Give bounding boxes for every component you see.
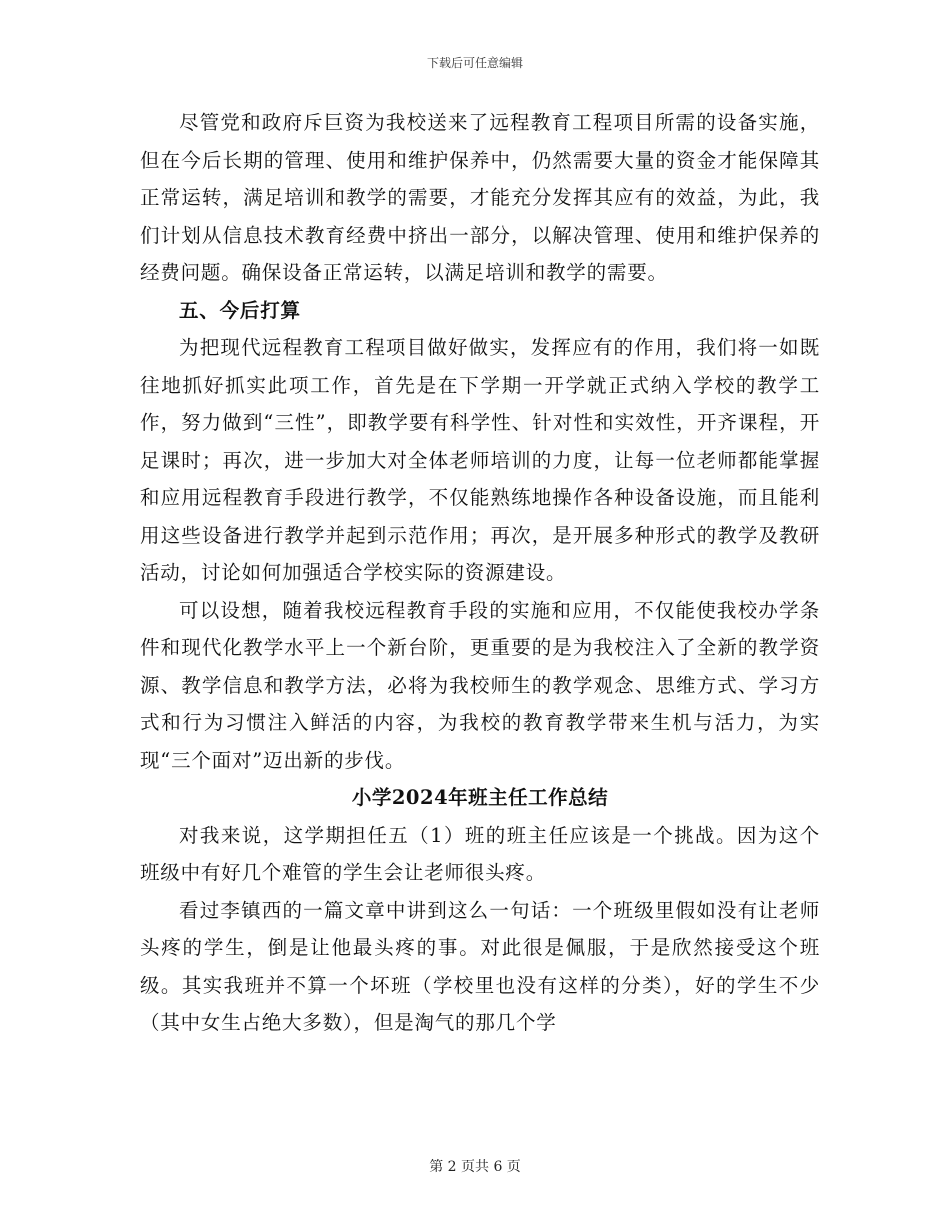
paragraph-outlook: 可以设想，随着我校远程教育手段的实施和应用，不仅能使我校办学条件和现代化教学水平上一个新台阶，更重要的是为我校注入了全新的教学资源、教学信息和教学方法，必将为我校师生的教学观念、思维方式、学习方式和行为习惯注入鲜活的内容，为我校的教育教学带来生机与活力，为实现“三个面对”迈出新的步伐。 bbox=[140, 598, 820, 772]
section-heading-future-plans: 五、今后打算 bbox=[179, 298, 301, 322]
header-note: 下载后可任意编辑 bbox=[426, 56, 523, 70]
paragraph-reflection: 看过李镇西的一篇文章中讲到这么一句话：一个班级里假如没有让老师头疼的学生，倒是让他最头疼的事。对此很是佩服，于是欣然接受这个班级。其实我班并不算一个坏班（学校里也没有这样的分类），好的学生不少（其中女生占绝大多数），但是淘气的那几个学 bbox=[140, 898, 820, 1034]
document-title: 小学2024年班主任工作总结 bbox=[351, 786, 609, 809]
paragraph-plans: 为把现代远程教育工程项目做好做实，发挥应有的作用，我们将一如既往地抓好抓实此项工作，首先是在下学期一开学就正式纳入学校的教学工作，努力做到“三性”，即教学要有科学性、针对性和实效性，开齐课程，开足课时；再次，进一步加大对全体老师培训的力度，让每一位老师都能掌握和应用远程教育手段进行教学，不仅能熟练地操作各种设备设施，而且能利用这些设备进行教学并起到示范作用；再次，是开展多种形式的教学及教研活动，讨论如何加强适合学校实际的资源建设。 bbox=[140, 336, 820, 584]
paragraph-intro: 对我来说，这学期担任五（1）班的班主任应该是一个挑战。因为这个班级中有好几个难管的学生会让老师很头疼。 bbox=[140, 823, 820, 884]
paragraph-funding: 尽管党和政府斥巨资为我校送来了远程教育工程项目所需的设备实施，但在今后长期的管理、使用和维护保养中，仍然需要大量的资金才能保障其正常运转，满足培训和教学的需要，才能充分发挥其应有的效益，为此，我们计划从信息技术教育经费中挤出一部分，以解决管理、使用和维护保养的经费问题。确保设备正常运转，以满足培训和教学的需要。 bbox=[140, 111, 820, 284]
page-number: 第 2 页共 6 页 bbox=[429, 1159, 521, 1175]
document-body bbox=[140, 104, 820, 1042]
